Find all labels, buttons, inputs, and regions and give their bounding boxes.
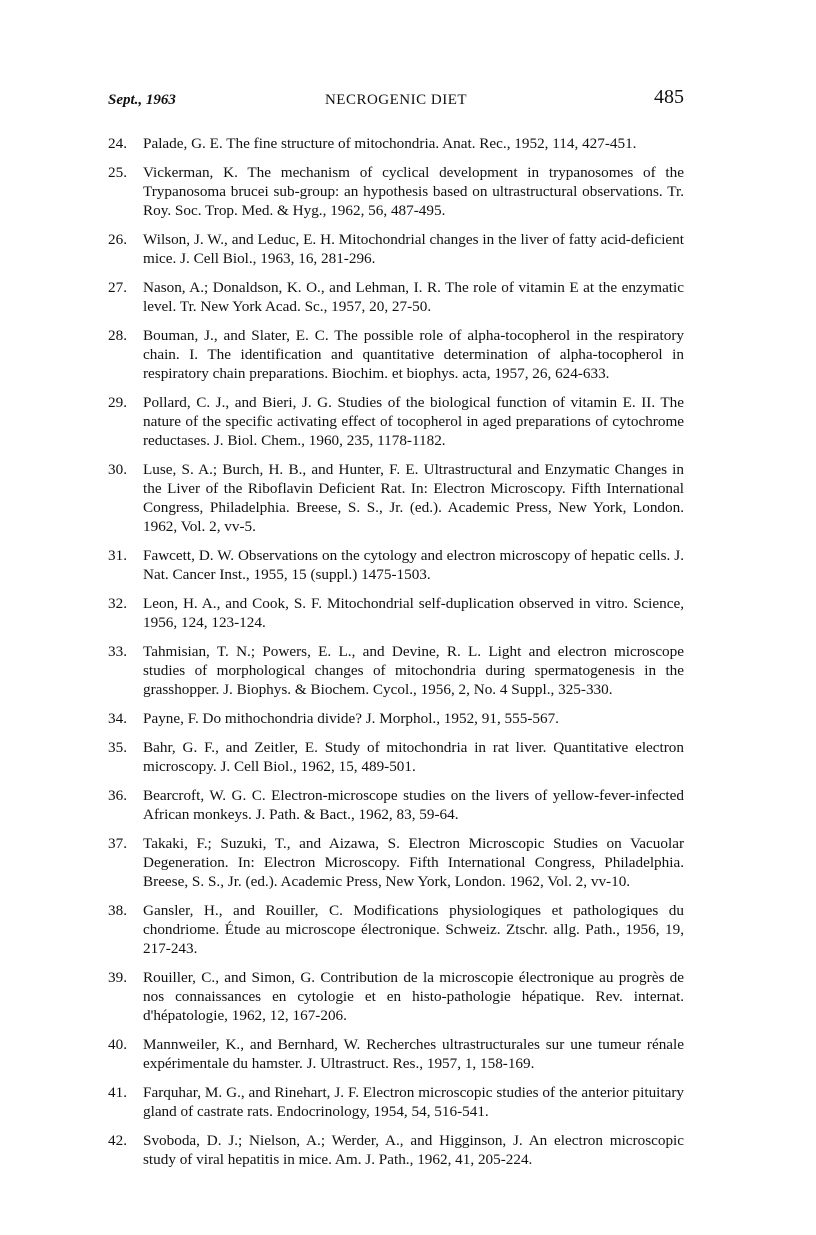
- reference-text: Takaki, F.; Suzuki, T., and Aizawa, S. Electron Microscopic Studies on Vacuolar Degeneration. In: Electron Microscopy. Fifth International Congress, Philadelphia. Breese, S. S., Jr. (ed.). Academic Press, New York, London. 1962, Vol. 2, vv-10.: [143, 835, 684, 890]
- reference-item: [108, 594, 684, 632]
- reference-number: 40.: [108, 1036, 127, 1053]
- reference-item: [108, 326, 684, 383]
- reference-item: [108, 786, 684, 824]
- reference-number: 29.: [108, 394, 127, 411]
- reference-item: [108, 738, 684, 776]
- reference-item: [108, 278, 684, 316]
- reference-item: [108, 1131, 684, 1169]
- reference-text: Pollard, C. J., and Bieri, J. G. Studies of the biological function of vitamin E. II. The nature of the specific activating effect of tocopherol in aged preparations of cytochrome reductases. J. Biol. Chem., 1960, 235, 1178-1182.: [143, 394, 684, 449]
- header-date: Sept., 1963: [108, 92, 176, 108]
- reference-text: Nason, A.; Donaldson, K. O., and Lehman, I. R. The role of vitamin E at the enzymatic level. Tr. New York Acad. Sc., 1957, 20, 27-50.: [143, 279, 684, 315]
- reference-item: [108, 230, 684, 268]
- reference-item: [108, 460, 684, 536]
- reference-text: Vickerman, K. The mechanism of cyclical development in trypanosomes of the Trypanosoma brucei sub-group: an hypothesis based on ultrastructural observations. Tr. Roy. Soc. Trop. Med. & Hyg., 1962, 56, 487-495.: [143, 164, 684, 219]
- reference-number: 37.: [108, 835, 127, 852]
- reference-item: [108, 134, 684, 153]
- reference-item: [108, 709, 684, 728]
- reference-number: 31.: [108, 547, 127, 564]
- reference-text: Fawcett, D. W. Observations on the cytology and electron microscopy of hepatic cells. J. Nat. Cancer Inst., 1955, 15 (suppl.) 1475-1503.: [143, 547, 684, 583]
- reference-text: Luse, S. A.; Burch, H. B., and Hunter, F. E. Ultrastructural and Enzymatic Changes in the Liver of the Riboflavin Deficient Rat. In: Electron Microscopy. Fifth International Congress, Philadelphia. Breese, S. S., Jr. (ed.). Academic Press, New York, London. 1962, Vol. 2, vv-5.: [143, 461, 684, 535]
- reference-number: 34.: [108, 710, 127, 727]
- reference-text: Bouman, J., and Slater, E. C. The possible role of alpha-tocopherol in the respiratory chain. I. The identification and quantitative determination of alpha-tocopherol in respiratory chain preparations. Biochim. et biophys. acta, 1957, 26, 624-633.: [143, 327, 684, 382]
- reference-text: Palade, G. E. The fine structure of mitochondria. Anat. Rec., 1952, 114, 427-451.: [143, 135, 637, 152]
- reference-number: 26.: [108, 231, 127, 248]
- reference-text: Leon, H. A., and Cook, S. F. Mitochondrial self-duplication observed in vitro. Science, 1956, 124, 123-124.: [143, 595, 684, 631]
- header-title: NECROGENIC DIET: [324, 92, 468, 108]
- running-header: [108, 86, 684, 114]
- reference-number: 30.: [108, 461, 127, 478]
- reference-item: [108, 1035, 684, 1073]
- reference-text: Bearcroft, W. G. C. Electron-microscope studies on the livers of yellow-fever-infected African monkeys. J. Path. & Bact., 1962, 83, 59-64.: [143, 787, 684, 823]
- reference-number: 33.: [108, 643, 127, 660]
- reference-item: [108, 1083, 684, 1121]
- reference-text: Rouiller, C., and Simon, G. Contribution de la microscopie électronique au progrès de nos connaissances en cytologie et en histo-pathologie hépatique. Rev. internat. d'hépatologie, 1962, 12, 167-206.: [143, 969, 684, 1024]
- reference-list: [108, 134, 684, 1179]
- reference-number: 38.: [108, 902, 127, 919]
- reference-number: 35.: [108, 739, 127, 756]
- reference-number: 42.: [108, 1132, 127, 1149]
- reference-text: Svoboda, D. J.; Nielson, A.; Werder, A., and Higginson, J. An electron microscopic study of viral hepatitis in mice. Am. J. Path., 1962, 41, 205-224.: [143, 1132, 684, 1168]
- reference-item: [108, 393, 684, 450]
- reference-text: Gansler, H., and Rouiller, C. Modifications physiologiques et pathologiques du chondriome. Étude au microscope électronique. Schweiz. Ztschr. allg. Path., 1956, 19, 217-243.: [143, 902, 684, 957]
- reference-number: 39.: [108, 969, 127, 986]
- reference-number: 25.: [108, 164, 127, 181]
- reference-number: 27.: [108, 279, 127, 296]
- reference-number: 41.: [108, 1084, 127, 1101]
- reference-number: 32.: [108, 595, 127, 612]
- reference-text: Farquhar, M. G., and Rinehart, J. F. Electron microscopic studies of the anterior pituitary gland of castrate rats. Endocrinology, 1954, 54, 516-541.: [143, 1084, 684, 1120]
- reference-text: Tahmisian, T. N.; Powers, E. L., and Devine, R. L. Light and electron microscope studies of morphological changes of mitochondria during spermatogenesis in the grasshopper. J. Biophys. & Biochem. Cycol., 1956, 2, No. 4 Suppl., 325-330.: [143, 643, 684, 698]
- reference-number: 24.: [108, 135, 127, 152]
- reference-text: Wilson, J. W., and Leduc, E. H. Mitochondrial changes in the liver of fatty acid-deficient mice. J. Cell Biol., 1963, 16, 281-296.: [143, 231, 684, 267]
- reference-item: [108, 546, 684, 584]
- reference-item: [108, 642, 684, 699]
- reference-text: Bahr, G. F., and Zeitler, E. Study of mitochondria in rat liver. Quantitative electron microscopy. J. Cell Biol., 1962, 15, 489-501.: [143, 739, 684, 775]
- reference-item: [108, 834, 684, 891]
- page-number: 485: [654, 86, 684, 108]
- reference-number: 36.: [108, 787, 127, 804]
- reference-item: [108, 968, 684, 1025]
- reference-item: [108, 901, 684, 958]
- reference-text: Payne, F. Do mithochondria divide? J. Morphol., 1952, 91, 555-567.: [143, 710, 559, 727]
- reference-number: 28.: [108, 327, 127, 344]
- reference-text: Mannweiler, K., and Bernhard, W. Recherches ultrastructurales sur une tumeur rénale expérimentale du hamster. J. Ultrastruct. Res., 1957, 1, 158-169.: [143, 1036, 684, 1072]
- reference-item: [108, 163, 684, 220]
